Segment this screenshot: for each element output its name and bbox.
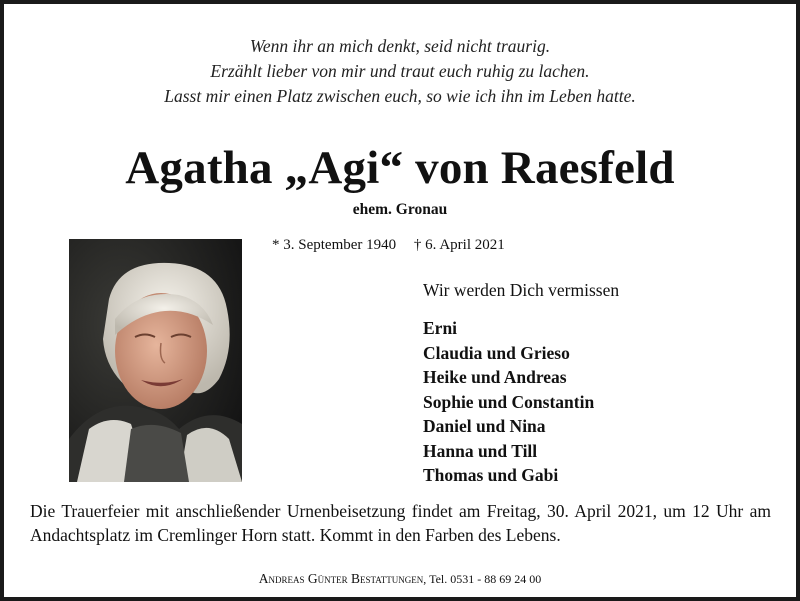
mourner-name: Claudia und Grieso [423,342,570,363]
mourner-name: Hanna und Till [423,440,538,461]
poem [4,34,796,109]
mourners-intro: Wir werden Dich vermissen [423,280,620,300]
poem-line: Wenn ihr an mich denkt, seid nicht traurig. [249,36,551,56]
mourner-name: Daniel und Nina [423,416,546,436]
portrait-illustration [69,239,242,482]
ceremony-info: Die Trauerfeier mit anschließender Urnenbeisetzung findet am Freitag, 30. April 2021, um 12 Uhr am Andachtsplatz im Cremlinger Horn statt. Kommt in den Farben des Lebens. [30,501,771,545]
mourner-name: Sophie und Constantin [423,391,595,412]
birth-date: * 3. September 1940 [272,237,397,253]
maiden-name: ehem. Gronau [352,201,448,218]
life-dates [272,237,505,254]
poem-line: Lasst mir einen Platz zwischen euch, so wie ich ihn im Leben hatte. [164,86,636,106]
portrait-photo [69,239,242,482]
poem-line: Erzählt lieber von mir und traut euch ruhig zu lachen. [210,61,590,81]
undertaker-line [4,571,796,587]
obituary-notice [4,4,796,597]
mourner-name: Heike und Andreas [423,367,567,387]
death-date: † 6. April 2021 [413,237,505,253]
mourner-name: Thomas und Gabi [423,465,559,485]
mourners-list [423,316,594,488]
deceased-name: Agatha „Agi“ von Raesfeld [125,142,675,194]
undertaker-phone: , Tel. 0531 - 88 69 24 00 [423,572,542,586]
undertaker-firm: Andreas Günter Bestattungen [258,571,424,586]
mourner-name: Erni [423,318,458,338]
